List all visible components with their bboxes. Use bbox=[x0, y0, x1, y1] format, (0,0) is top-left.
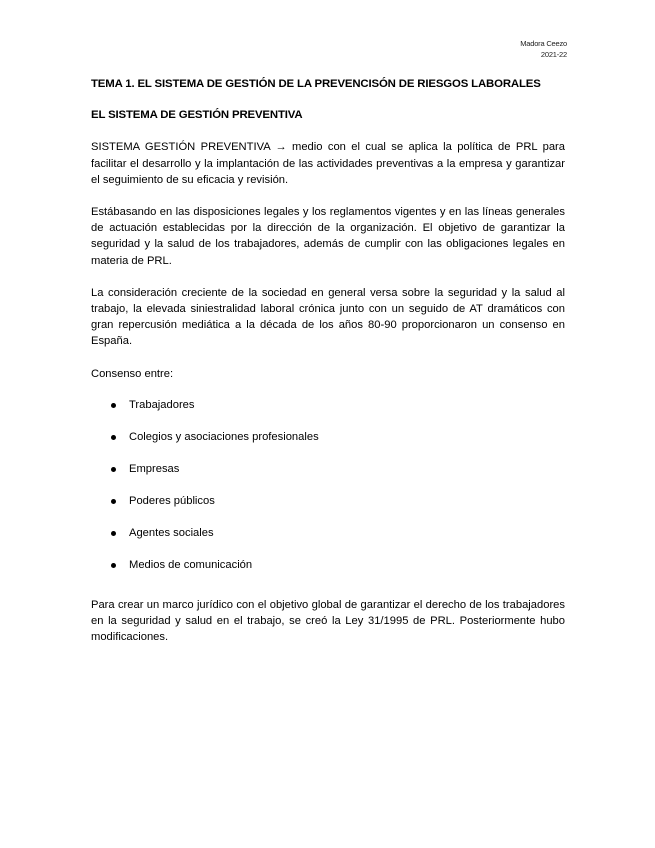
section-heading: EL SISTEMA DE GESTIÓN PREVENTIVA bbox=[91, 109, 303, 122]
bullet-icon bbox=[111, 499, 116, 504]
bullet-icon bbox=[111, 467, 116, 472]
list-item bbox=[91, 429, 565, 445]
consensus-intro: Consenso entre: bbox=[91, 367, 174, 380]
list-item bbox=[91, 397, 565, 413]
document-title: TEMA 1. EL SISTEMA DE GESTIÓN DE LA PREVENCISÓN DE RIESGOS LABORALES bbox=[91, 78, 541, 90]
paragraph-context: La consideración creciente de la sociedad en general versa sobre la seguridad y la salud al trabajo, la elevada siniestralidad laboral crónica junto con un seguido de AT dramáticos con gran repercusión mediática a la década de los años 80-90 proporcionaron un consenso en España. bbox=[91, 286, 565, 348]
list-item-label: Trabajadores bbox=[129, 398, 195, 411]
page-header bbox=[520, 38, 567, 60]
bullet-icon bbox=[111, 531, 116, 536]
bullet-icon bbox=[111, 563, 116, 568]
paragraph-basis: Estábasando en las disposiciones legales y los reglamentos vigentes y en las líneas generales de actuación establecidas por la dirección de la organización. El objetivo de garantizar la seguridad y la salud de los trabajadores, además de cumplir con las obligaciones legales en materia de PRL. bbox=[91, 206, 565, 267]
paragraph-definition: SISTEMA GESTIÓN PREVENTIVA → medio con el cual se aplica la política de PRL para facilitar el desarrollo y la implantación de las actividades preventivas a la empresa y garantizar el seguimiento de su eficacia y revisión. bbox=[91, 141, 565, 186]
header-year: 2021-22 bbox=[540, 50, 567, 59]
list-item bbox=[91, 493, 565, 509]
list-item bbox=[91, 461, 565, 477]
list-item-label: Agentes sociales bbox=[129, 526, 214, 539]
bullet-icon bbox=[111, 435, 116, 440]
document-body bbox=[91, 76, 565, 645]
list-item bbox=[91, 557, 565, 573]
list-item-label: Poderes públicos bbox=[129, 494, 215, 507]
consensus-list bbox=[91, 397, 565, 573]
paragraph-legal-framework: Para crear un marco jurídico con el objetivo global de garantizar el derecho de los trabajadores en la seguridad y salud en el trabajo, se creó la Ley 31/1995 de PRL. Posteriormente hubo modificaciones. bbox=[91, 598, 565, 644]
list-item-label: Medios de comunicación bbox=[129, 558, 253, 571]
list-item-label: Colegios y asociaciones profesionales bbox=[129, 430, 319, 443]
header-author: Madora Ceezo bbox=[520, 39, 567, 48]
bullet-icon bbox=[111, 403, 116, 408]
list-item-label: Empresas bbox=[129, 462, 180, 475]
list-item bbox=[91, 525, 565, 541]
